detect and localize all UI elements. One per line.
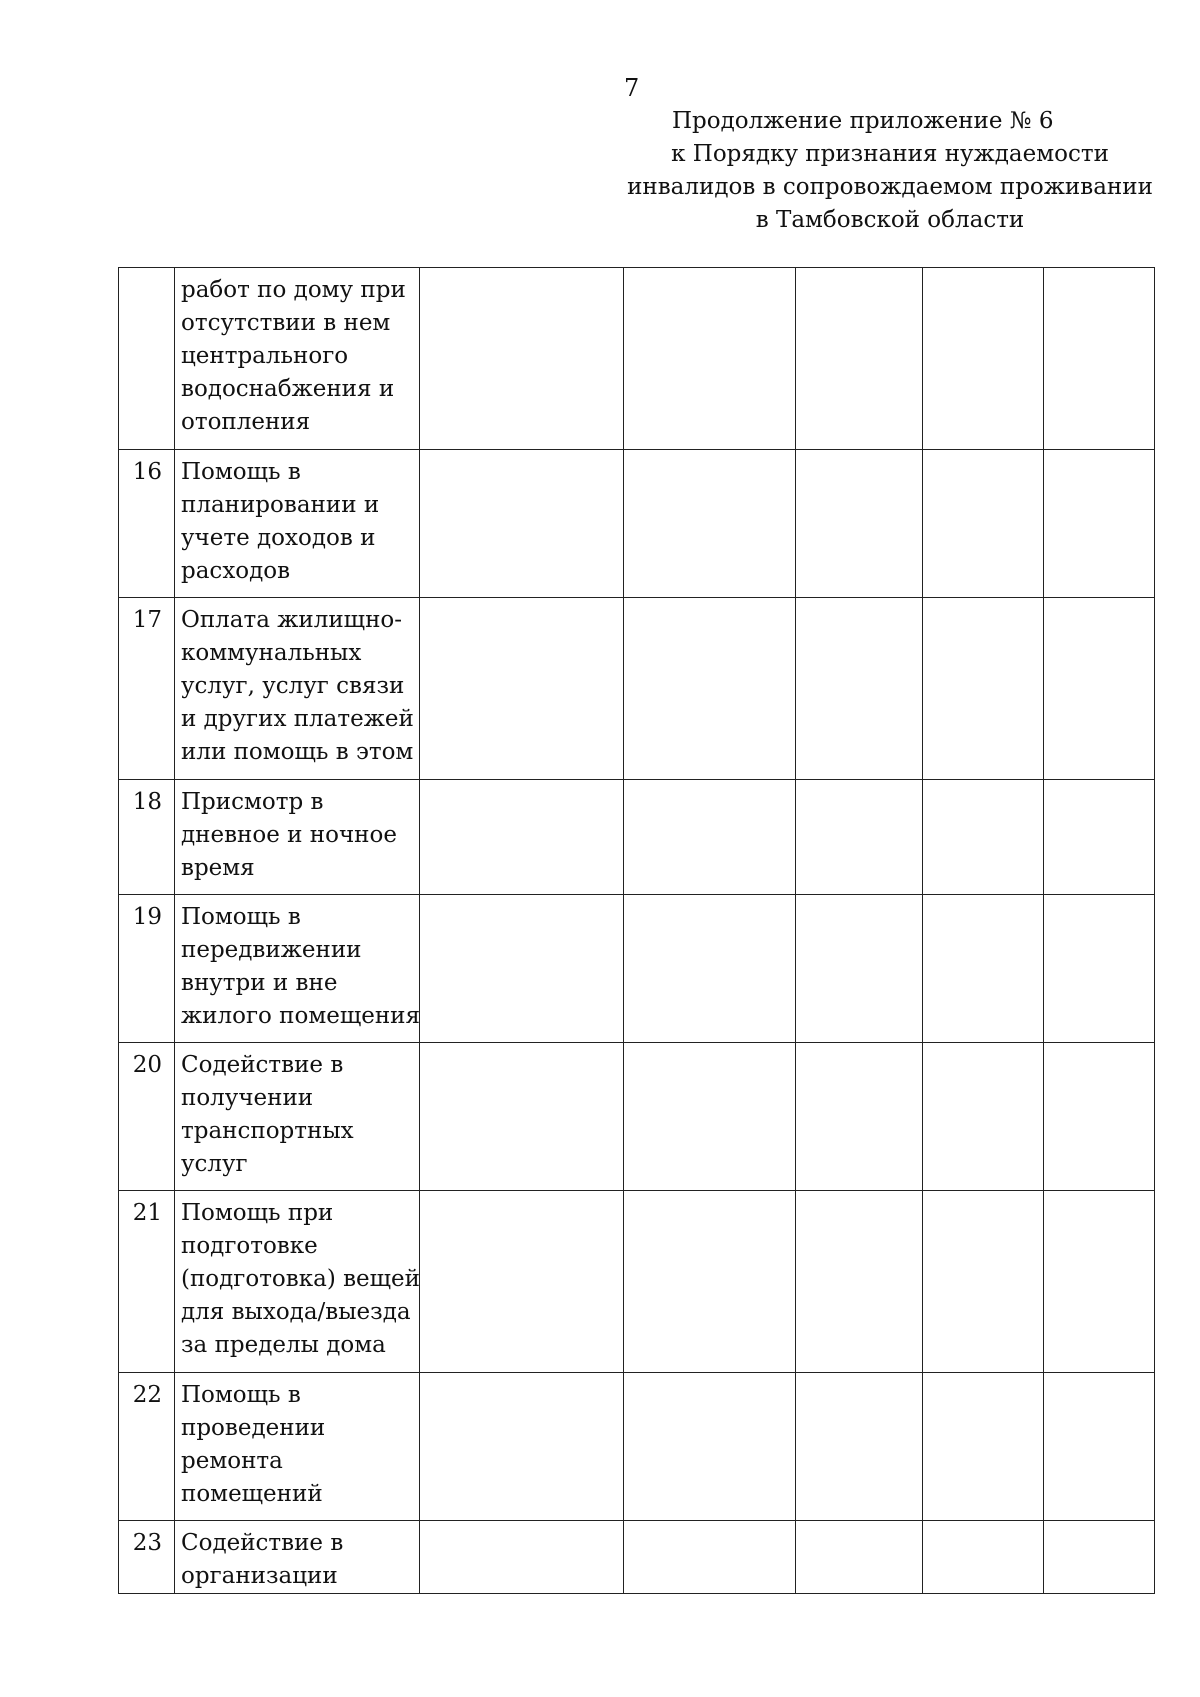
- empty-cell: [1044, 598, 1155, 780]
- empty-cell: [420, 450, 624, 598]
- table-row: [119, 780, 1155, 895]
- row-number: 17: [119, 598, 175, 780]
- service-description: [175, 598, 420, 780]
- service-description: [175, 1373, 420, 1521]
- description-line: организации: [181, 1563, 338, 1589]
- empty-cell: [796, 1043, 923, 1191]
- empty-cell: [1044, 1191, 1155, 1373]
- empty-cell: [923, 1191, 1044, 1373]
- table-row: [119, 1373, 1155, 1521]
- table-row: [119, 1191, 1155, 1373]
- empty-cell: [624, 1191, 796, 1373]
- description-line: Помощь в: [181, 1382, 301, 1408]
- empty-cell: [624, 895, 796, 1043]
- empty-cell: [624, 450, 796, 598]
- description-line: учете доходов и: [181, 525, 376, 551]
- description-line: отсутствии в нем: [181, 310, 391, 336]
- empty-cell: [796, 1373, 923, 1521]
- empty-cell: [420, 268, 624, 450]
- description-line: услуг: [181, 1151, 248, 1177]
- table-row: [119, 1043, 1155, 1191]
- services-table: [118, 267, 1155, 1594]
- empty-cell: [624, 1373, 796, 1521]
- empty-cell: [923, 895, 1044, 1043]
- empty-cell: [923, 1043, 1044, 1191]
- description-line: Содействие в: [181, 1530, 344, 1556]
- description-line: Помощь в: [181, 459, 301, 485]
- empty-cell: [923, 450, 1044, 598]
- description-line: Помощь в: [181, 904, 301, 930]
- description-line: подготовке: [181, 1233, 318, 1259]
- empty-cell: [1044, 895, 1155, 1043]
- empty-cell: [923, 1521, 1044, 1594]
- description-line: работ по дому при: [181, 277, 406, 303]
- table-row: [119, 268, 1155, 450]
- empty-cell: [923, 1373, 1044, 1521]
- description-line: Присмотр в: [181, 789, 324, 815]
- description-line: для выхода/выезда: [181, 1299, 411, 1325]
- empty-cell: [420, 1043, 624, 1191]
- service-description: [175, 780, 420, 895]
- description-line: проведении: [181, 1415, 326, 1441]
- page-number: 7: [624, 74, 640, 102]
- empty-cell: [420, 1521, 624, 1594]
- empty-cell: [1044, 268, 1155, 450]
- description-line: Содействие в: [181, 1052, 344, 1078]
- empty-cell: [420, 1373, 624, 1521]
- appendix-line: в Тамбовской области: [755, 207, 1025, 233]
- description-line: получении: [181, 1085, 314, 1111]
- empty-cell: [420, 1191, 624, 1373]
- row-number: 19: [119, 895, 175, 1043]
- description-line: жилого помещения: [181, 1003, 420, 1029]
- empty-cell: [796, 1191, 923, 1373]
- service-description: [175, 1521, 420, 1594]
- empty-cell: [1044, 1521, 1155, 1594]
- appendix-line: Продолжение приложение № 6: [672, 108, 1054, 134]
- empty-cell: [796, 780, 923, 895]
- empty-cell: [796, 450, 923, 598]
- service-description: [175, 895, 420, 1043]
- table-row: [119, 450, 1155, 598]
- description-line: внутри и вне: [181, 970, 338, 996]
- row-number: 20: [119, 1043, 175, 1191]
- empty-cell: [624, 598, 796, 780]
- description-line: (подготовка) вещей: [181, 1266, 420, 1292]
- empty-cell: [923, 598, 1044, 780]
- empty-cell: [923, 268, 1044, 450]
- service-description: [175, 268, 420, 450]
- empty-cell: [624, 268, 796, 450]
- table-row: [119, 895, 1155, 1043]
- description-line: коммунальных: [181, 640, 362, 666]
- appendix-header: [620, 105, 1160, 237]
- empty-cell: [796, 268, 923, 450]
- appendix-line: инвалидов в сопровождаемом проживании: [627, 174, 1153, 200]
- description-line: и других платежей: [181, 706, 414, 732]
- row-number: 18: [119, 780, 175, 895]
- description-line: помещений: [181, 1481, 323, 1507]
- description-line: транспортных: [181, 1118, 354, 1144]
- description-line: передвижении: [181, 937, 362, 963]
- description-line: расходов: [181, 558, 291, 584]
- appendix-line: к Порядку признания нуждаемости: [671, 141, 1109, 167]
- row-number: 16: [119, 450, 175, 598]
- row-number: 23: [119, 1521, 175, 1594]
- empty-cell: [624, 1521, 796, 1594]
- empty-cell: [420, 780, 624, 895]
- empty-cell: [1044, 780, 1155, 895]
- service-description: [175, 1191, 420, 1373]
- empty-cell: [624, 780, 796, 895]
- description-line: водоснабжения и: [181, 376, 395, 402]
- description-line: Помощь при: [181, 1200, 334, 1226]
- empty-cell: [796, 1521, 923, 1594]
- table-row: [119, 598, 1155, 780]
- description-line: Оплата жилищно-: [181, 607, 403, 633]
- empty-cell: [1044, 450, 1155, 598]
- description-line: центрального: [181, 343, 349, 369]
- description-line: планировании и: [181, 492, 380, 518]
- empty-cell: [420, 895, 624, 1043]
- empty-cell: [923, 780, 1044, 895]
- description-line: дневное и ночное: [181, 822, 397, 848]
- empty-cell: [796, 598, 923, 780]
- service-description: [175, 450, 420, 598]
- row-number: 22: [119, 1373, 175, 1521]
- empty-cell: [1044, 1373, 1155, 1521]
- empty-cell: [796, 895, 923, 1043]
- table-row: [119, 1521, 1155, 1594]
- description-line: ремонта: [181, 1448, 283, 1474]
- empty-cell: [1044, 1043, 1155, 1191]
- row-number: [119, 268, 175, 450]
- empty-cell: [624, 1043, 796, 1191]
- description-line: отопления: [181, 409, 311, 435]
- description-line: время: [181, 855, 255, 881]
- description-line: за пределы дома: [181, 1332, 386, 1358]
- description-line: услуг, услуг связи: [181, 673, 405, 699]
- description-line: или помощь в этом: [181, 739, 414, 765]
- row-number: 21: [119, 1191, 175, 1373]
- empty-cell: [420, 598, 624, 780]
- service-description: [175, 1043, 420, 1191]
